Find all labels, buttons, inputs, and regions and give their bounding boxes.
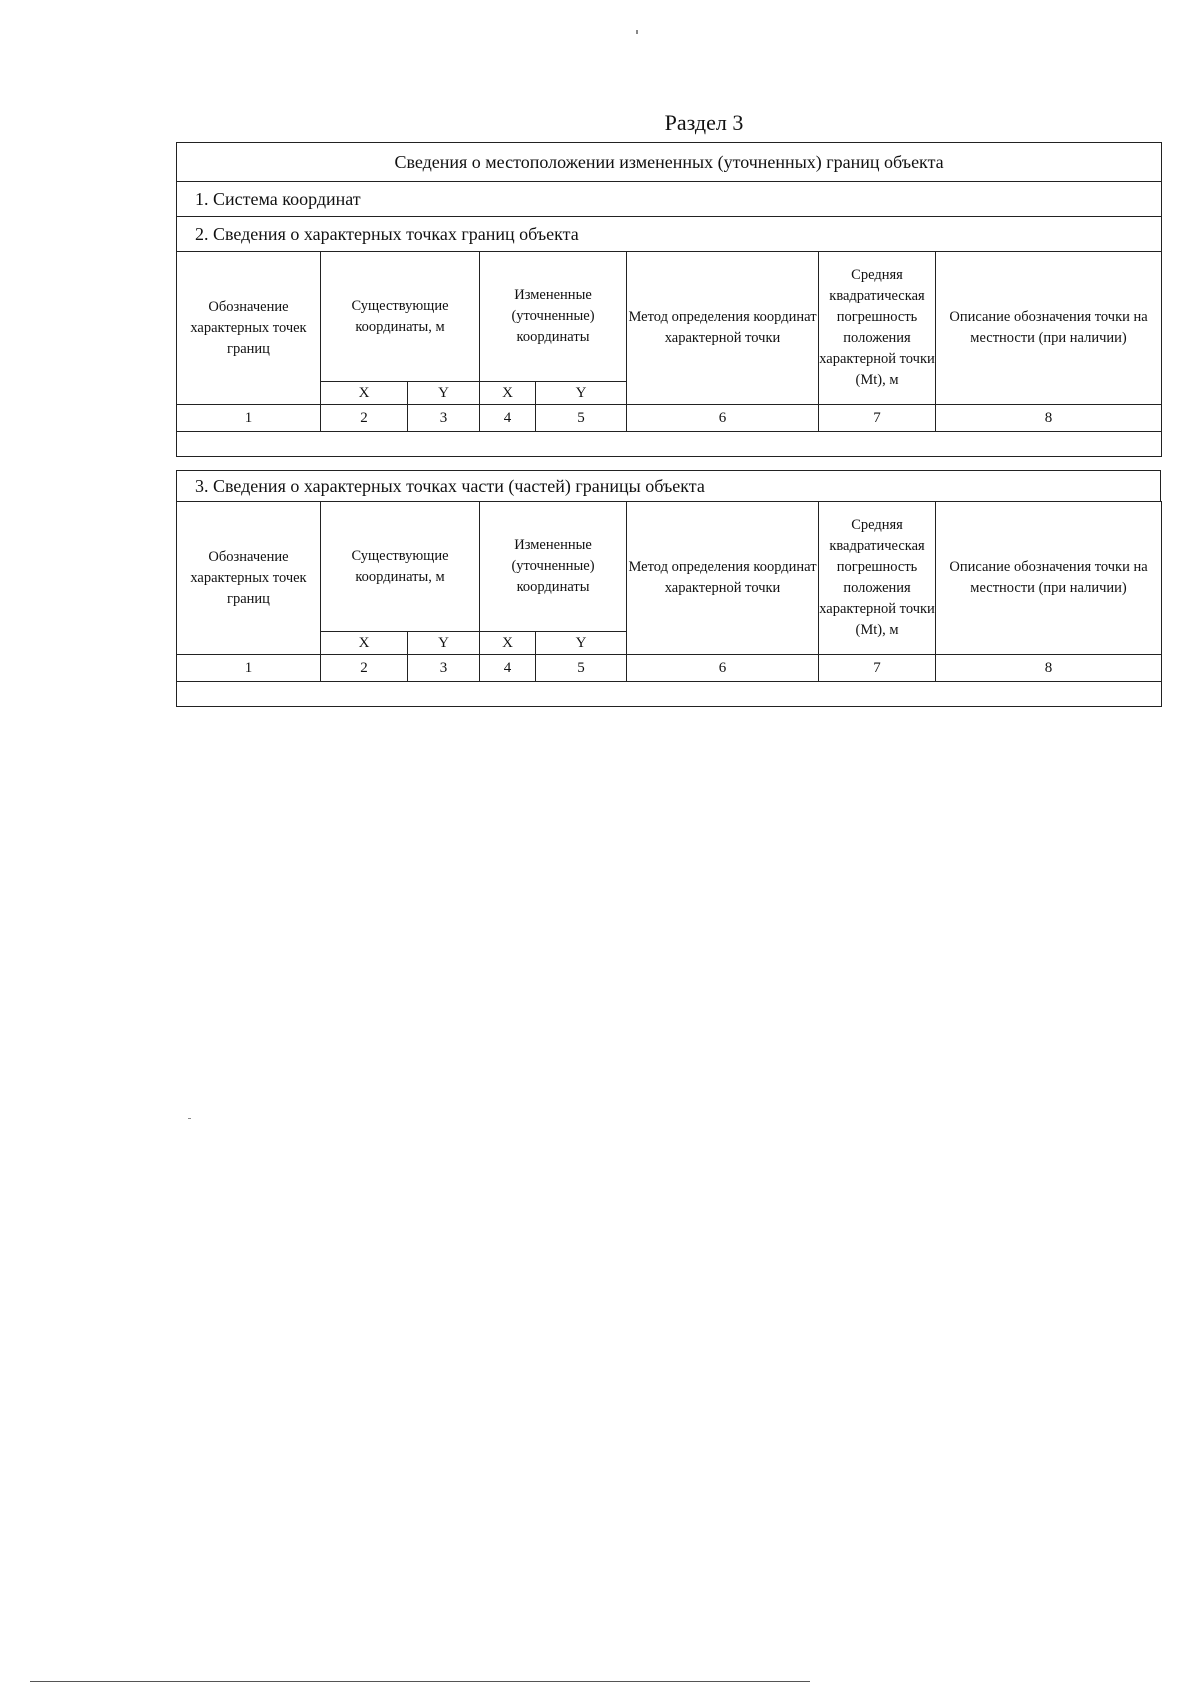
column-number: 6: [627, 655, 819, 682]
column-number: 8: [936, 405, 1162, 432]
header-method: Метод определения координат характерной точки: [627, 252, 819, 405]
boundary-info-table: [176, 142, 1162, 457]
header-y-changed: Y: [536, 382, 627, 405]
empty-data-row: [177, 682, 1162, 707]
column-number: 4: [480, 655, 536, 682]
column-number: 3: [408, 405, 480, 432]
column-number: 3: [408, 655, 480, 682]
column-number: 1: [177, 655, 321, 682]
header-changed-coords: Измененные (уточненные) координаты: [480, 252, 627, 382]
main-title: Сведения о местоположении измененных (уточненных) границ объекта: [177, 143, 1162, 182]
column-number: 7: [819, 655, 936, 682]
header-designation: Обозначение характерных точек границ: [177, 502, 321, 655]
header-x-existing: X: [321, 632, 408, 655]
boundary-points-block: [176, 142, 1161, 457]
column-number: 2: [321, 655, 408, 682]
header-y-existing: Y: [408, 382, 480, 405]
column-number: 1: [177, 405, 321, 432]
column-number: 5: [536, 655, 627, 682]
header-description: Описание обозначения точки на местности (при наличии): [936, 252, 1162, 405]
empty-data-row: [177, 432, 1162, 457]
column-number: 5: [536, 405, 627, 432]
scan-mark: [636, 30, 638, 34]
header-existing-coords: Существующие координаты, м: [321, 502, 480, 632]
column-number: 7: [819, 405, 936, 432]
header-x-changed: X: [480, 382, 536, 405]
coord-system-label: 1. Система координат: [177, 182, 1162, 217]
header-error: Средняя квадратическая погрешность положения характерной точки (Mt), м: [819, 252, 936, 405]
header-y-existing: Y: [408, 632, 480, 655]
header-error: Средняя квадратическая погрешность положения характерной точки (Mt), м: [819, 502, 936, 655]
column-number: 4: [480, 405, 536, 432]
part-boundary-table: [176, 501, 1162, 707]
header-description: Описание обозначения точки на местности (при наличии): [936, 502, 1162, 655]
part-points-title: 3. Сведения о характерных точках части (частей) границы объекта: [176, 470, 1161, 501]
part-boundary-points-block: [176, 470, 1161, 707]
section-title: Раздел 3: [664, 110, 744, 135]
header-x-existing: X: [321, 382, 408, 405]
header-y-changed: Y: [536, 632, 627, 655]
header-designation: Обозначение характерных точек границ: [177, 252, 321, 405]
points-title: 2. Сведения о характерных точках границ объекта: [177, 217, 1162, 252]
header-changed-coords: Измененные (уточненные) координаты: [480, 502, 627, 632]
column-number: 2: [321, 405, 408, 432]
column-number: 8: [936, 655, 1162, 682]
scan-mark: [188, 1118, 191, 1119]
header-x-changed: X: [480, 632, 536, 655]
header-method: Метод определения координат характерной точки: [627, 502, 819, 655]
column-number: 6: [627, 405, 819, 432]
header-existing-coords: Существующие координаты, м: [321, 252, 480, 382]
page-bottom-rule: [30, 1681, 810, 1682]
